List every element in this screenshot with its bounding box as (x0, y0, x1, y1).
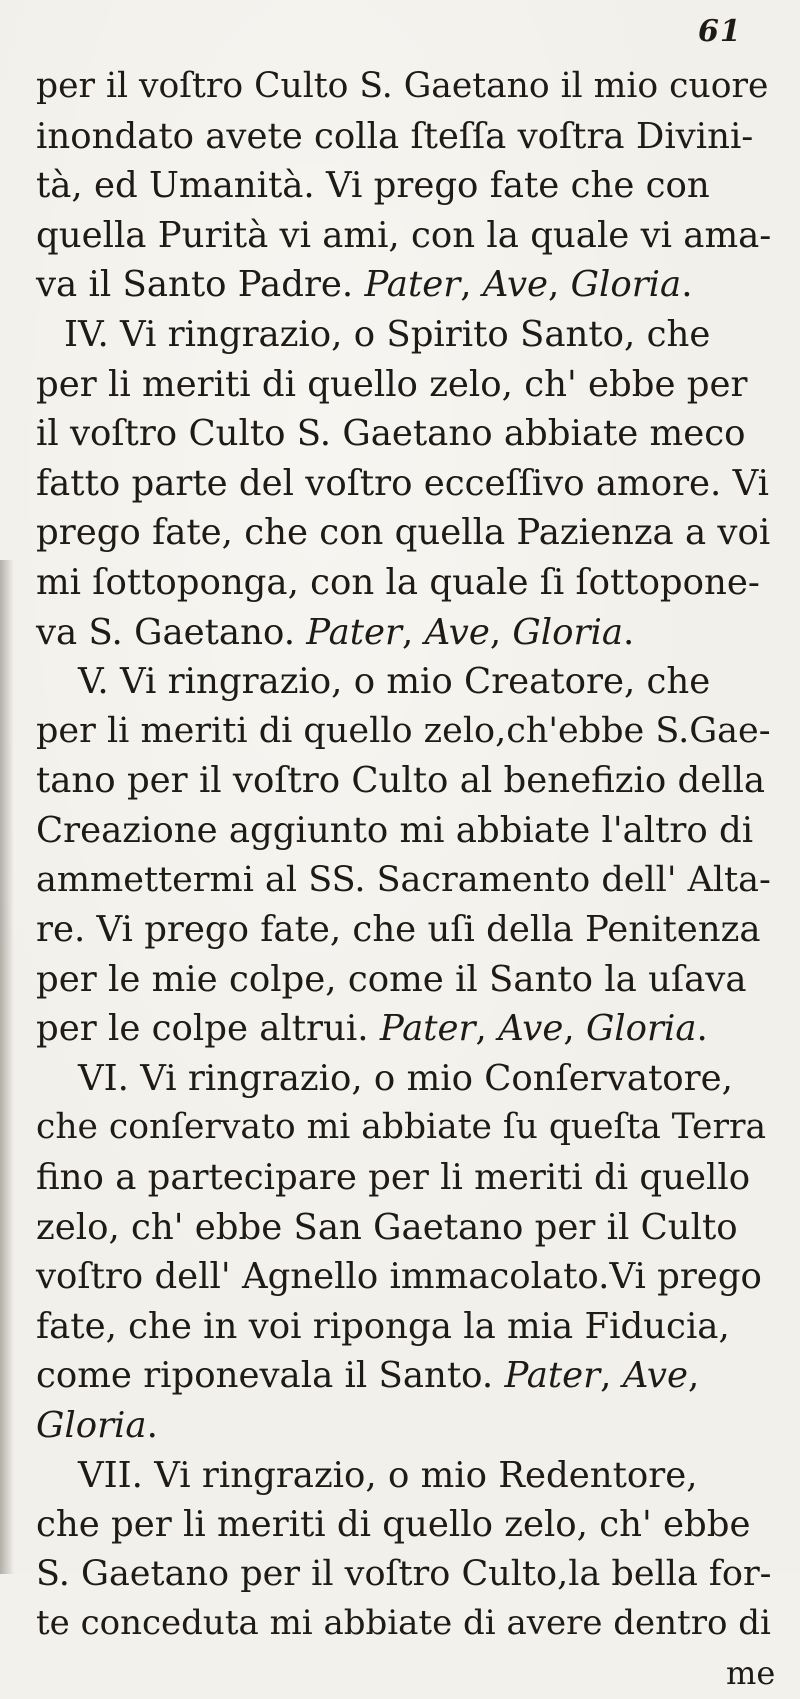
text-segment: , (548, 264, 571, 306)
page-number: 61 (698, 14, 742, 49)
text-segment: VII. Vi ringrazio, o mio Redentore, (78, 1454, 698, 1496)
text-segment: va il Santo Padre. (36, 264, 365, 306)
text-line (36, 1351, 776, 1401)
italic-word: Pater (306, 611, 402, 653)
text-segment: , (688, 1355, 700, 1397)
text-line (36, 1302, 776, 1352)
text-segment: , (563, 1008, 586, 1050)
text-segment: per li meriti di quello zelo, ch' ebbe per (36, 363, 748, 405)
text-line (36, 409, 776, 459)
text-line (36, 1550, 776, 1600)
text-segment: che conſervato mi abbiate ſu queſta Terra (36, 1107, 767, 1148)
text-line (36, 360, 776, 410)
text-segment: zelo, ch' ebbe San Gaetano per il Culto (36, 1206, 738, 1248)
text-line (36, 211, 776, 261)
text-segment: . (681, 264, 693, 306)
text-line (36, 161, 776, 211)
text-line (36, 508, 776, 558)
text-segment: per le colpe altrui. (36, 1008, 380, 1050)
italic-word: Gloria (36, 1405, 147, 1447)
text-line (36, 558, 776, 608)
text-segment: , (489, 611, 513, 653)
italic-word: Ave (622, 1355, 688, 1397)
text-segment: , (401, 611, 425, 653)
text-segment: che per li meriti di quello zelo, ch' ebbe (36, 1504, 751, 1546)
text-line (36, 657, 776, 707)
text-line (36, 1103, 776, 1153)
text-segment: , (600, 1355, 623, 1397)
italic-word: Pater (379, 1008, 476, 1050)
text-line (36, 112, 776, 162)
text-segment: per li meriti di quello zelo,ch'ebbe S.Gae- (36, 710, 771, 751)
text-segment: te conceduta mi abbiate di avere dentro di (36, 1603, 771, 1644)
text-segment: Creazione aggiunto mi abbiate l'altro di (36, 809, 754, 851)
text-segment: . (622, 611, 635, 653)
text-line (36, 459, 776, 509)
text-line (36, 756, 776, 806)
text-line (36, 310, 776, 360)
italic-word: Ave (482, 264, 549, 306)
text-segment: per le mie colpe, come il Santo la uſava (36, 958, 747, 1000)
text-segment: V. Vi ringrazio, o mio Creatore, che (78, 661, 711, 703)
catchword: me (726, 1654, 776, 1692)
text-segment: come riponevala il Santo. (36, 1355, 505, 1397)
text-line (36, 1500, 776, 1550)
text-segment: . (696, 1008, 708, 1050)
text-segment: inondato avete colla ſteſſa voſtra Divini- (36, 115, 754, 157)
text-line (36, 1153, 776, 1203)
text-segment: VI. Vi ringrazio, o mio Conſervatore, (78, 1057, 733, 1099)
text-segment: fatto parte del voſtro ecceſſivo amore. Vi (36, 462, 769, 504)
text-segment: . (146, 1405, 158, 1447)
italic-word: Gloria (570, 264, 682, 306)
text-segment: re. Vi prego fate, che uſi della Penitenza (36, 909, 761, 951)
italic-word: Ave (424, 611, 490, 653)
text-segment: quella Purità vi ami, con la quale vi ama- (36, 214, 772, 256)
text-line (36, 1401, 776, 1451)
text-line (36, 1451, 776, 1501)
text-segment: voſtro dell' Agnello immacolato.Vi prego (36, 1256, 762, 1298)
text-segment: , (460, 264, 483, 306)
italic-word: Gloria (512, 611, 623, 653)
text-segment: mi ſottoponga, con la quale ſi ſottopone- (36, 561, 760, 603)
text-segment: IV. Vi ringrazio, o Spirito Santo, che (64, 313, 711, 355)
text-segment: per il voſtro Culto S. Gaetano il mio cuore (36, 66, 769, 106)
text-line (36, 62, 776, 112)
text-line (36, 707, 776, 757)
text-segment: fate, che in voi riponga la mia Fiducia, (36, 1305, 730, 1347)
text-line (36, 260, 776, 310)
text-line (36, 1054, 776, 1104)
text-segment: prego fate, che con quella Pazienza a voi (36, 512, 771, 554)
text-segment: tano per il voſtro Culto al benefizio della (36, 760, 766, 802)
page-edge-shadow (0, 560, 14, 1574)
text-segment: S. Gaetano per il voſtro Culto,la bella for- (36, 1553, 772, 1594)
text-line (36, 806, 776, 856)
text-segment: , (475, 1008, 499, 1050)
text-line (36, 608, 776, 658)
text-line (36, 856, 776, 906)
text-line (36, 905, 776, 955)
text-segment: tà, ed Umanità. Vi prego fate che con (36, 165, 710, 207)
italic-word: Pater (504, 1355, 601, 1397)
text-line (36, 1599, 776, 1649)
text-segment: il voſtro Culto S. Gaetano abbiate meco (36, 413, 746, 455)
text-line (36, 1203, 776, 1253)
italic-word: Gloria (585, 1008, 697, 1050)
text-segment: va S. Gaetano. (36, 611, 307, 653)
text-segment: fino a partecipare per li meriti di quello (36, 1157, 751, 1199)
italic-word: Ave (498, 1008, 564, 1050)
text-line (36, 1252, 776, 1302)
text-segment: ammettermi al SS. Sacramento dell' Alta- (36, 859, 771, 900)
italic-word: Pater (364, 264, 461, 306)
body-text (36, 62, 776, 1699)
text-line (36, 1004, 776, 1054)
text-line (36, 955, 776, 1005)
